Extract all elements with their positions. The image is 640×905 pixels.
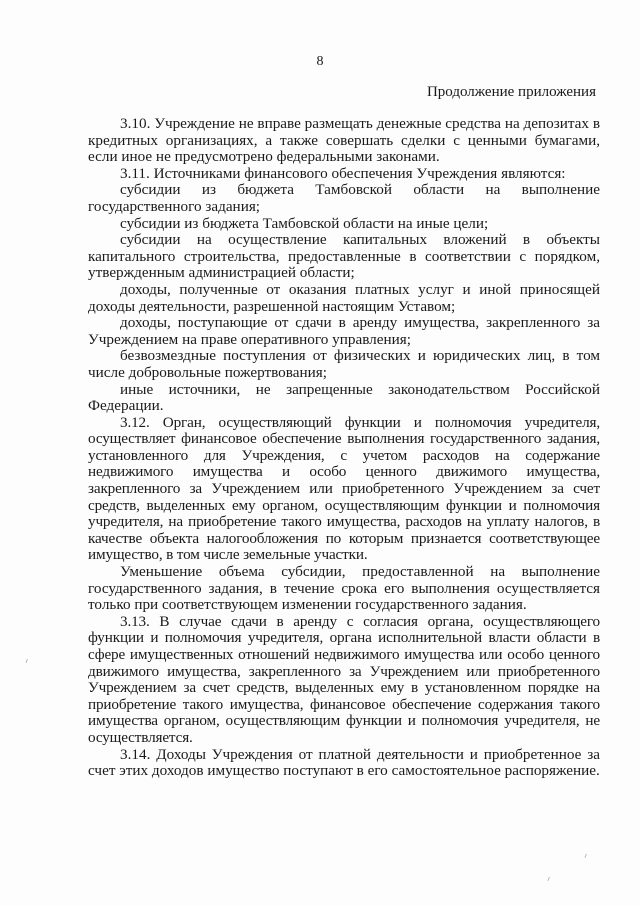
list-item-paid-services-income: доходы, полученные от оказания платных услуг и иной приносящей доходы деятельности, разрешенной настоящим Уставом; — [88, 280, 600, 315]
scan-speck — [26, 659, 34, 665]
list-item-rent-income: доходы, поступающие от сдачи в аренду имущества, закрепленного за Учреждением на праве оперативного управления; — [88, 314, 600, 348]
paragraph-3-10: 3.10. Учреждение не вправе размещать денежные средства на депозитах в кредитных организациях, а также совершать сделки с ценными бумагами, если иное не предусмотрено федеральными законами. — [88, 115, 600, 166]
list-item-regional-budget-other: субсидии из бюджета Тамбовской области на иные цели; — [120, 214, 489, 232]
list-item-other-sources: иные источники, не запрещенные законодательством Российской Федерации. — [88, 380, 600, 415]
paragraph-3-11: 3.11. Источниками финансового обеспечения Учреждения являются: — [120, 164, 566, 182]
paragraph-subsidy-reduction: Уменьшение объема субсидии, предоставленной на выполнение государственного задания, в течение срока его выполнения осуществляется только при соответствующем изменении государственного задания. — [88, 563, 600, 614]
list-item-regional-budget-task: субсидии из бюджета Тамбовской области на выполнение государственного задания; — [88, 181, 600, 215]
paragraph-3-12: 3.12. Орган, осуществляющий функции и полномочия учредителя, осуществляет финансовое обеспечение выполнения государственного задания, установленного для Учреждения, с учетом расходов на содержание недвижимого имущества и особо ценного движимого имущества, закрепленного за Учреждением или приобретенного Учреждением за счет средств, выделенных ему органом, осуществляющим функции и полномочия учредителя, на приобретение такого имущества, расходов на уплату налогов, в качестве объекта налогообложения по которым признается соответствующее имущество, в том числе земельные участки. — [88, 413, 600, 564]
list-item-capital-investments: субсидии на осуществление капитальных вложений в объекты капитального строительства, предоставленные в соответствии с порядком, утвержденным администрацией области; — [88, 231, 600, 282]
document-body — [88, 116, 600, 780]
paragraph-3-14: 3.14. Доходы Учреждения от платной деятельности и приобретенное за счет этих доходов имущество поступают в его самостоятельное распоряжение. — [88, 745, 600, 780]
paragraph-3-13: 3.13. В случае сдачи в аренду с согласия органа, осуществляющего функции и полномочия учредителя, органа исполнительной власти области в сфере имущественных отношений недвижимого имущества или особо ценного движимого имущества, закрепленного за Учреждением или приобретенного Учреждением за счет средств, выделенных ему в установленном порядке на приобретение такого имущества, финансовое обеспечение содержания такого имущества органом, осуществляющим функции и полномочия учредителя, не осуществляется. — [88, 612, 600, 746]
appendix-continuation-note: Продолжение приложения — [426, 84, 596, 100]
page-number: 8 — [316, 54, 324, 69]
scan-speck — [548, 877, 556, 883]
scan-speck — [585, 854, 593, 860]
list-item-donations: безвозмездные поступления от физических и юридических лиц, в том числе добровольные пожертвования; — [88, 347, 600, 381]
